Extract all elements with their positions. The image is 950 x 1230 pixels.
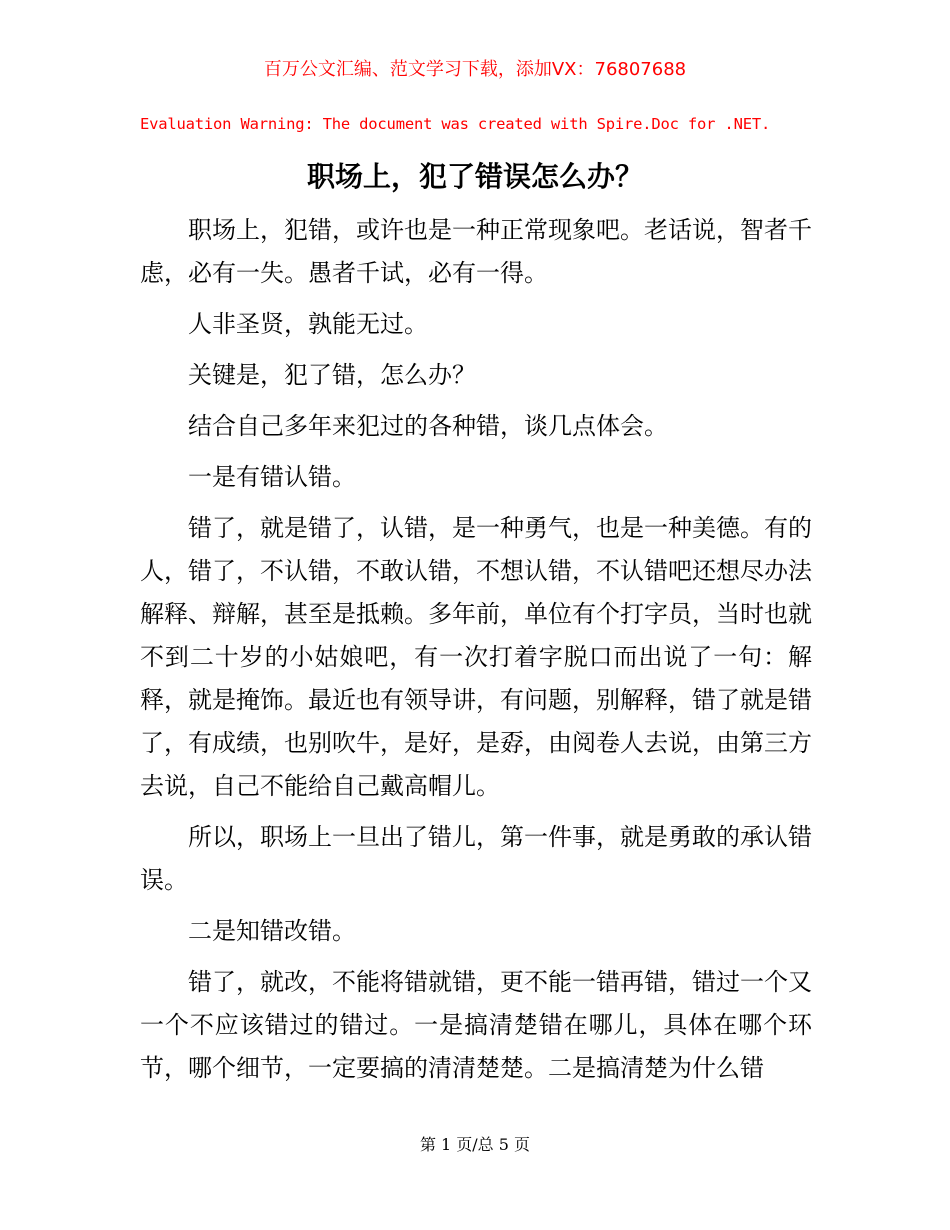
paragraph: 错了，就改，不能将错就错，更不能一错再错，错过一个又一个不应该错过的错过。一是搞清楚错在哪儿，具体在哪个环节，哪个细节，一定要搞的清清楚楚。二是搞清楚为什么错 [140, 968, 812, 1082]
paragraph: 错了，就是错了，认错，是一种勇气，也是一种美德。有的人，错了，不认错，不敢认错，不想认错，不认错吧还想尽办法解释、辩解，甚至是抵赖。多年前，单位有个打字员，当时也就不到二十岁的小姑娘吧，有一次打着字脱口而出说了一句：解释，就是掩饰。最近也有领导讲，有问题，别解释，错了就是错了，有成绩，也别吹牛，是好，是孬，由阅卷人去说，由第三方去说，自己不能给自己戴高帽儿。 [140, 514, 812, 800]
paragraph: 二是知错改错。 [188, 917, 356, 945]
header-banner: 百万公文汇编、范文学习下载，添加VX：76807688 [263, 59, 687, 80]
paragraph: 职场上，犯错，或许也是一种正常现象吧。老话说，智者千虑，必有一失。愚者千试，必有一得。 [140, 216, 812, 287]
paragraph: 人非圣贤，孰能无过。 [188, 310, 428, 338]
paragraph: 所以，职场上一旦出了错儿，第一件事，就是勇敢的承认错误。 [140, 823, 812, 894]
document-title: 职场上，犯了错误怎么办？ [306, 160, 643, 193]
paragraph: 关键是，犯了错，怎么办？ [188, 361, 476, 389]
document-body [140, 209, 812, 1098]
evaluation-warning: Evaluation Warning: The document was created with Spire.Doc for .NET. [140, 115, 771, 133]
paragraph: 结合自己多年来犯过的各种错，谈几点体会。 [188, 412, 668, 440]
page-number: 第 1 页/总 5 页 [419, 1135, 531, 1154]
paragraph: 一是有错认错。 [188, 463, 356, 491]
